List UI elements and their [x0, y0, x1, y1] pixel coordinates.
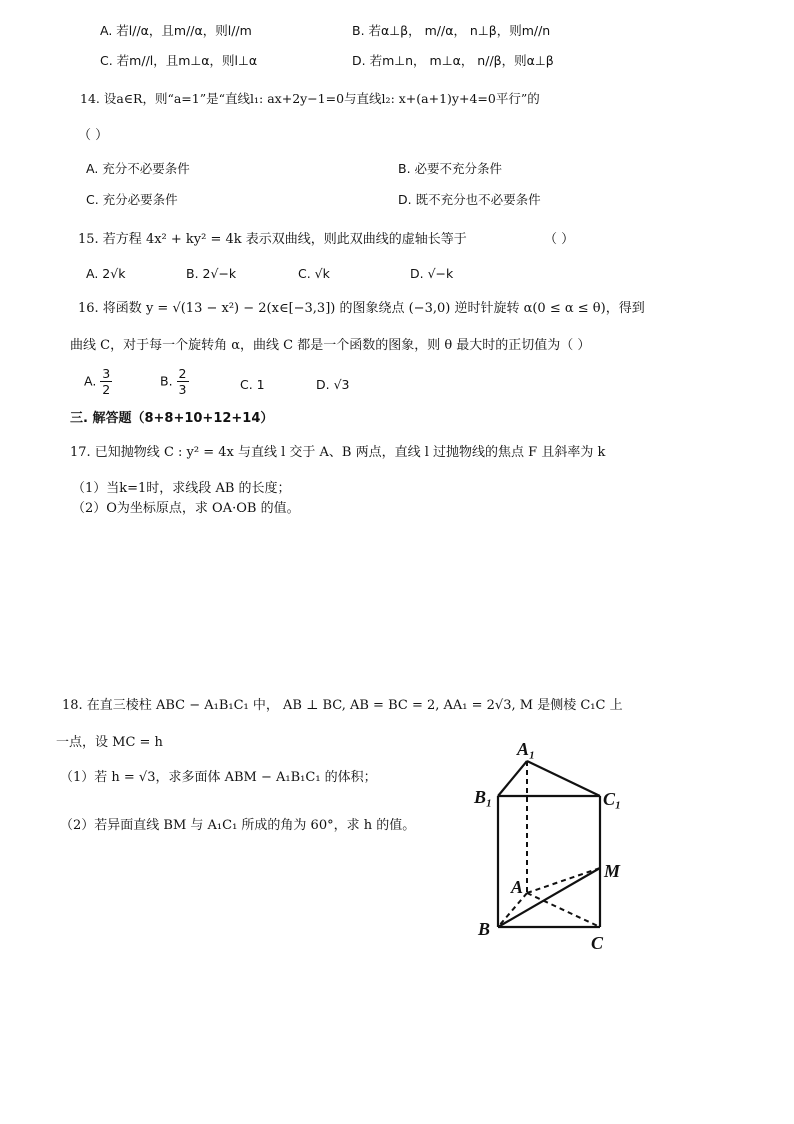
q14-option-c: C. 充分必要条件	[86, 192, 178, 207]
q16-option-b-fraction	[177, 366, 189, 397]
q18-part-2: （2）若异面直线 BM 与 A₁C₁ 所成的角为 60°，求 h 的值。	[60, 818, 416, 833]
q18-part-1: （1）若 h = √3，求多面体 ABM − A₁B₁C₁ 的体积；	[60, 770, 377, 785]
q16-option-c: C. 1	[240, 377, 265, 392]
label-b: B	[478, 919, 491, 939]
q17-stem: 17. 已知抛物线 C : y² = 4x 与直线 l 交于 A、B 两点，直线 l 过抛物线的焦点 F 且斜率为 k	[70, 445, 606, 460]
q15-stem: 15. 若方程 4x² + ky² = 4k 表示双曲线，则此双曲线的虚轴长等于	[78, 232, 467, 247]
q13-option-a: A. 若l//α，且m//α，则l//m	[100, 23, 252, 38]
label-a: A	[511, 877, 524, 897]
q18-stem-line1: 18. 在直三棱柱 ABC − A₁B₁C₁ 中， AB ⊥ BC, AB = BC = 2, AA₁ = 2√3, M 是侧棱 C₁C 上	[62, 698, 623, 713]
q16-option-b-numerator: 2	[178, 366, 187, 381]
edge-a-b-hidden	[498, 893, 527, 927]
prism-figure	[470, 735, 640, 960]
label-c: C	[591, 933, 604, 953]
q16-option-a-fraction	[100, 366, 112, 397]
q14-option-d: D. 既不充分也不必要条件	[398, 192, 541, 207]
q16-option-a-label: A.	[84, 373, 97, 389]
section-3-heading: 三. 解答题（8+8+10+12+14）	[70, 411, 274, 426]
q15-option-d: D. √−k	[410, 266, 454, 281]
q13-option-d: D. 若m⊥n， m⊥α， n//β，则α⊥β	[352, 53, 554, 68]
q15-option-b: B. 2√−k	[186, 266, 237, 281]
q18-stem-line2: 一点，设 MC = h	[56, 735, 163, 750]
q16-option-b	[160, 366, 189, 406]
edge-b1-a1	[498, 761, 527, 796]
q17-part-1: （1）当k=1时，求线段 AB 的长度；	[72, 481, 291, 496]
q16-option-b-label: B.	[160, 373, 173, 389]
q13-option-c: C. 若m//l，且m⊥α，则l⊥α	[100, 53, 258, 68]
label-c1: C₁	[603, 789, 622, 809]
q15-option-c: C. √k	[298, 266, 330, 281]
q17-part-2: （2）O为坐标原点，求 OA·OB 的值。	[72, 501, 300, 516]
q14-option-b: B. 必要不充分条件	[398, 161, 503, 176]
edge-a1-c1	[527, 761, 600, 796]
label-b1: B₁	[474, 787, 493, 807]
q16-stem-line1: 16. 将函数 y = √(13 − x²) − 2(x∈[−3,3]) 的图象绕点 (−3,0) 逆时针旋转 α(0 ≤ α ≤ θ)，得到	[78, 301, 645, 316]
q14-answer-paren: （ ）	[78, 128, 109, 143]
label-m: M	[604, 861, 621, 881]
label-a1: A₁	[517, 739, 536, 759]
edge-a-c-hidden	[527, 893, 600, 927]
q16-option-a-numerator: 3	[102, 366, 111, 381]
q15-option-a: A. 2√k	[86, 266, 126, 281]
prism-edges	[498, 761, 600, 927]
q16-option-a	[84, 366, 112, 406]
q16-option-d: D. √3	[316, 377, 350, 392]
q15-answer-paren: （ ）	[544, 232, 575, 247]
q13-option-b: B. 若α⊥β， m//α， n⊥β，则m//n	[352, 23, 551, 38]
q14-option-a: A. 充分不必要条件	[86, 161, 190, 176]
q14-stem: 14. 设a∈R，则“a=1”是“直线l₁: ax+2y−1=0与直线l₂: x+(a+1)y+4=0平行”的	[80, 91, 540, 106]
q16-option-b-denominator: 3	[178, 382, 187, 397]
hidden-edges	[498, 761, 600, 927]
q16-option-a-denominator: 2	[102, 382, 111, 397]
q16-stem-line2: 曲线 C，对于每一个旋转角 α，曲线 C 都是一个函数的图象，则 θ 最大时的正切值为（ ）	[70, 338, 591, 353]
